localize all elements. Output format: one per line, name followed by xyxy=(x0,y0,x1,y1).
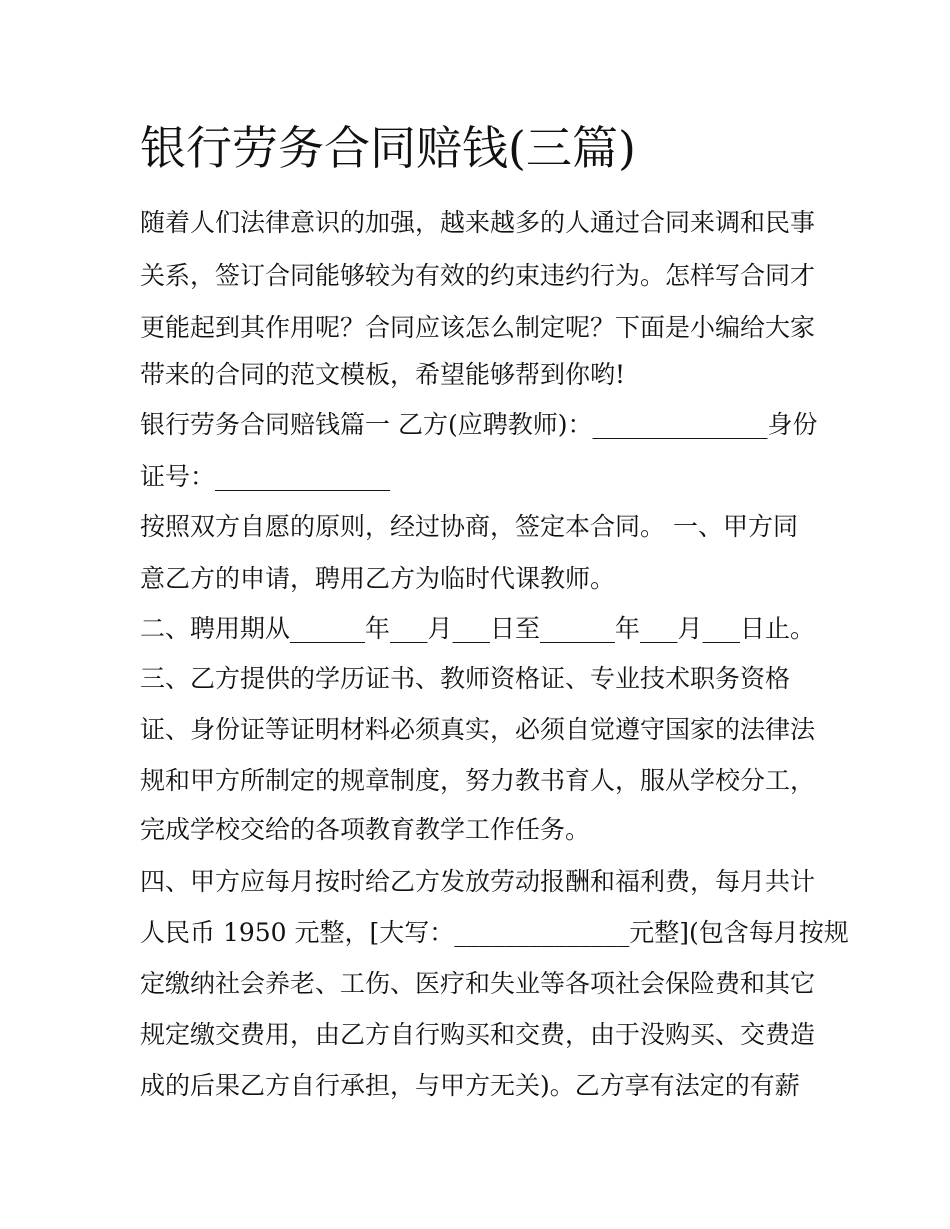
paragraph-line: 带来的合同的范文模板，希望能够帮到你哟! xyxy=(140,360,626,389)
paragraph-line: 二、聘用期从______年___月___日至______年___月___日止。 xyxy=(140,614,816,643)
paragraph-line: 成的后果乙方自行承担，与甲方无关)。乙方享有法定的有薪 xyxy=(140,1071,800,1100)
paragraph-line: 银行劳务合同赔钱篇一 乙方(应聘教师)：______________身份 xyxy=(140,410,818,439)
document-title: 银行劳务合同赔钱(三篇) xyxy=(140,121,636,175)
paragraph-line: 按照双方自愿的原则，经过协商，签定本合同。 一、甲方同 xyxy=(140,512,798,541)
paragraph-line: 四、甲方应每月按时给乙方发放劳动报酬和福利费，每月共计 xyxy=(140,867,816,896)
paragraph-line: 定缴纳社会养老、工伤、医疗和失业等各项社会保险费和其它 xyxy=(140,969,816,998)
paragraph-line: 规和甲方所制定的规章制度，努力教书育人，服从学校分工， xyxy=(140,766,816,795)
paragraph-line: 完成学校交给的各项教育教学工作任务。 xyxy=(140,815,591,844)
paragraph-line: 证号：______________ xyxy=(140,462,391,491)
paragraph-line: 人民币 1950 元整，[大写：______________元整](包含每月按规 xyxy=(140,918,849,947)
paragraph-line: 意乙方的申请，聘用乙方为临时代课教师。 xyxy=(140,564,616,593)
paragraph-line: 更能起到其作用呢？合同应该怎么制定呢？下面是小编给大家 xyxy=(140,313,816,342)
paragraph-line: 规定缴交费用，由乙方自行购买和交费，由于没购买、交费造 xyxy=(140,1020,816,1049)
paragraph-line: 随着人们法律意识的加强，越来越多的人通过合同来调和民事 xyxy=(140,208,816,237)
paragraph-line: 证、身份证等证明材料必须真实，必须自觉遵守国家的法律法 xyxy=(140,715,816,744)
paragraph-line: 关系，签订合同能够较为有效的约束违约行为。怎样写合同才 xyxy=(140,261,816,290)
paragraph-line: 三、乙方提供的学历证书、教师资格证、专业技术职务资格 xyxy=(140,664,791,693)
